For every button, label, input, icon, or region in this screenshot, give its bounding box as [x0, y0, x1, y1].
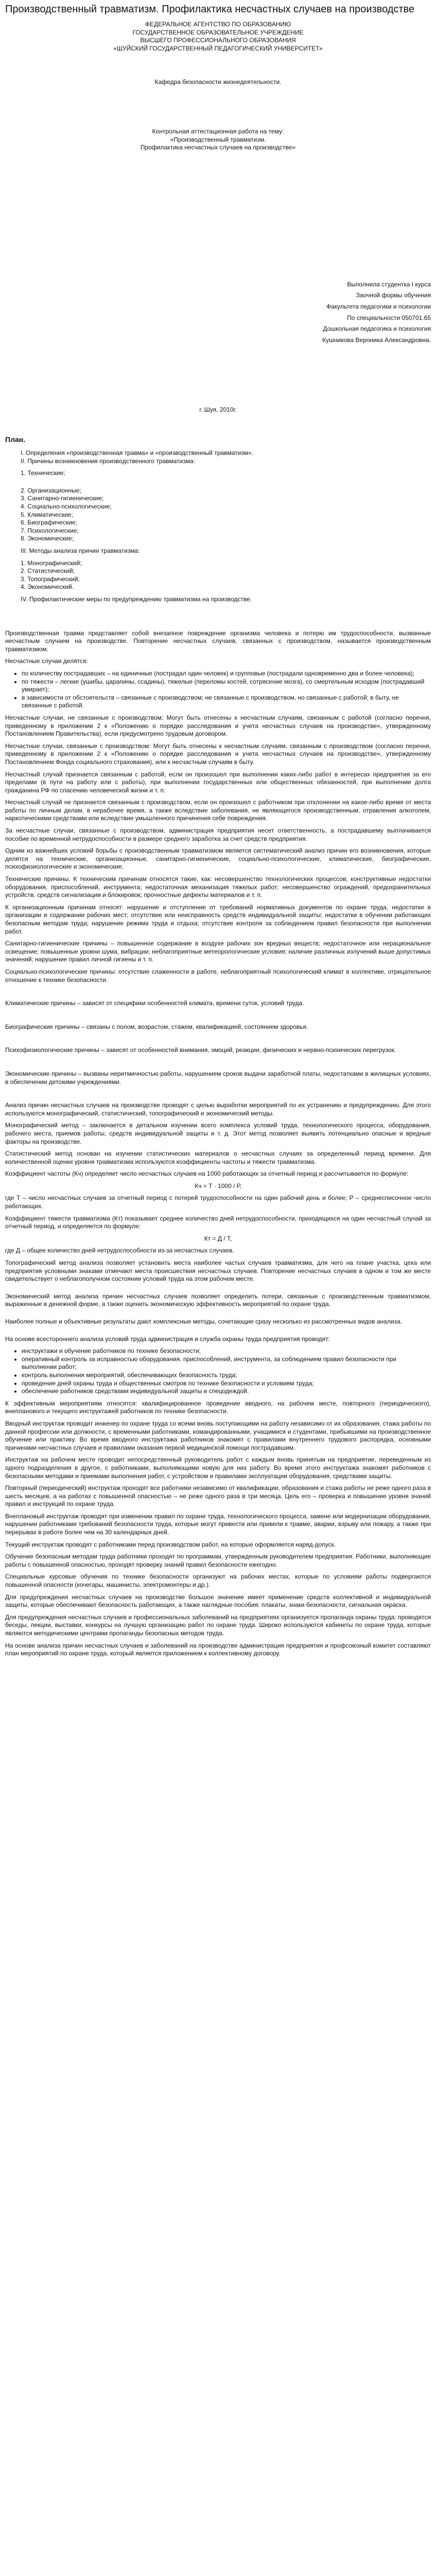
paragraph: где Т – число несчастных случаев за отчетный период с потерей трудоспособности на один рабочий день и более; Р – среднесписочное число работающих.	[5, 1194, 431, 1210]
paragraph: Экономические причины – вызваны неритмичностью работы, нарушением сроков выдачи заработной платы, недостатками в жилищных условиях, в обеспечении детскими учреждениями.	[5, 1070, 431, 1086]
list-item: • проведение дней охраны труда и общественных смотров по технике безопасности и условиям труда;	[22, 1380, 431, 1388]
author-line: Факультета педагогики и психологии	[326, 302, 431, 310]
formula: Кч = Т · 1000 / Р,	[195, 1182, 241, 1190]
list-item: • контроль выполнения мероприятий, обеспечивающих безопасность труда;	[22, 1371, 431, 1380]
paragraph: К организационным причинам относят: нарушение и отступление от требований нормативных документов по охране труда, недостатки в организации и содержании рабочих мест; отсутствие или неисправность средств индивидуальной защиты; недостатки в обучении работающих безопасным методам труда; нарушение режима труда и отдыха; отсутствие контроля за соблюдением правил безопасности при выполнении работ.	[5, 903, 431, 935]
paragraph: Производственная травма представляет собой внезапное повреждение организма человека и потерю им трудоспособности, вызванные несчастным случаем на производстве. Повторение несчастных случаев, связанных с производством, называется производственным травматизмом.	[5, 629, 431, 653]
paragraph: Статистический метод основан на изучении статистических материалов о несчастных случаях за определенный период времени. Для количественной оценки уровня травматизма используются коэффициенты частоты и тяжести травматизма.	[5, 1150, 431, 1165]
paragraph: Несчастные случаи делятся:	[5, 657, 88, 665]
list-item: • по тяжести – легкие (ушибы, царапины, ссадины), тяжелые (переломы костей, сотрясение мозга), со смертельным исходом (пострадавший умирает);	[22, 678, 431, 694]
paragraph: где Д – общее количество дней нетрудоспособности из-за несчастных случаев.	[5, 1247, 234, 1255]
paragraph: Экономический метод анализа причин несчастных случаев позволяет определить потери, связанные с производственным травматизмом, выраженные в денежной форме, а также оценить экономическую эффективность мероприятий по охране труда.	[5, 1292, 431, 1308]
paragraph: Психофизиологические причины – зависят от особенностей внимания, эмоций, реакции, физических и нервно-психических перегрузок.	[5, 1046, 396, 1054]
paragraph: На основе анализа причин несчастных случаев и заболеваний на производстве администрация предприятия и профсоюзный комитет составляют план мероприятий по охране труда, который является приложением к коллективному договору.	[5, 1641, 431, 1657]
paragraph: Несчастные случаи, не связанные с производством: Могут быть отнесены к несчастным случаям, связанным с работой (согласно перечня, приведенному в приложении 2 к «Положению о порядке расследования и учета несчастных случаев на производстве», утвержденному Постановлением Правительства), если предусмотрено трудовым договором.	[5, 714, 431, 738]
plan-cause: 5. Климатические;	[21, 511, 73, 518]
list-item: • по количеству пострадавших – на единичные (пострадал один человек) и групповые (пострадали одновременно два и более человека);	[22, 670, 431, 678]
page-title: Производственный травматизм. Профилактика несчастных случаев на производстве	[5, 4, 415, 15]
work-title-block	[5, 128, 431, 152]
paragraph: Несчастные случаи, связанные с производством: Могут быть отнесены к несчастным случаям, связанным с производством (согласно перечня, приведенному в приложении 2 к «Положению о порядке расследования и учета несчастных случаев на производстве», утвержденному Постановлением Фонда социального страхования), или к несчастным случаям в быту.	[5, 742, 431, 766]
header-line: ГОСУДАРСТВЕННОЕ ОБРАЗОВАТЕЛЬНОЕ УЧРЕЖДЕНИЕ	[132, 28, 304, 36]
author-line: Кушникова Вероника Александровна.	[322, 336, 431, 344]
paragraph: Анализ причин несчастных случаев на производстве проводят с целью выработки мероприятий по их устранению и предупреждению. Для этого используются монографический, статистический, топографический и экономический методы.	[5, 1101, 431, 1117]
plan-cause: 8. Экономические;	[21, 535, 74, 543]
list-item: • инструктажи и обучение работников по технике безопасности;	[22, 1347, 431, 1355]
paragraph: Климатические причины – зависят от специфики особенностей климата, времени суток, условий труда.	[5, 999, 304, 1007]
institution-header	[5, 21, 431, 53]
list-item: • оперативный контроль за исправностью оборудования, приспособлений, инструмента, за соблюдением правил безопасности при выполнении работ;	[22, 1355, 431, 1371]
paragraph: Наиболее полные и объективные результаты дают комплексные методы, сочетающие сразу несколько из рассмотренных видов анализа.	[5, 1318, 403, 1325]
plan-method: 3. Топографический;	[21, 575, 80, 583]
paragraph: Коэффициент тяжести травматизма (Кт) показывает среднее количество дней нетрудоспособности, приходящихся на один несчастный случай за отчетный период, и определяется по формуле:	[5, 1214, 431, 1230]
main-text	[5, 630, 431, 1658]
paragraph: Для предупреждения несчастных случаев и профессиональных заболеваний на предприятиях организуется пропаганда охраны труда: проводятся беседы, лекции, выставки, конкурсы на лучшую организацию работ по охране труда. Широко используются кабинеты по охране труда, которые являются методическими центрами пропаганды безопасных методов труда.	[5, 1613, 431, 1637]
paragraph: К эффективным мероприятиям относятся: квалифицированное проведение вводного, на рабочем месте, повторного (периодического), внепланового и текущего инструктажей работников по технике безопасности.	[5, 1399, 431, 1415]
paragraph: Внеплановый инструктаж проводят при изменении правил по охране труда, технологического процесса, замене или модернизации оборудования, нарушении работниками требований безопасности труда, которые могут привести или привели к травме, аварии, взрыву или пожару, а также при перерывах в работе более чем на 30 календарных дней.	[5, 1512, 431, 1536]
author-line: Дошкольная педагогика и психология	[323, 325, 431, 333]
plan-method: 4. Экономический.	[21, 583, 74, 591]
paragraph: Одним из важнейших условий борьбы с производственным травматизмом является систематический анализ причин его возникновения, которые делятся на технические, организационные, санитарно-гигиенические, социально-психологические, климатические, биографические, психофизиологические и экономические.	[5, 847, 431, 871]
author-line: Заочной формы обучения	[356, 292, 431, 299]
work-line: Профилактика несчастных случаев на производстве»	[140, 144, 296, 151]
work-line: Контрольная аттестационная работа на тему:	[152, 127, 284, 135]
plan-item: I. Определения «производственная травма» и «производственный травматизм».	[21, 449, 254, 457]
paragraph: Вводный инструктаж проводит инженер по охране труда со всеми вновь поступающими на работу независимо от их образования, стажа работы по данной профессии или должности, с временными работниками, командированными, учащимися и студентами, прибывшими на производственное обучение или практику. Во время вводного инструктажа работников знакомят с правилами внутреннего трудового распорядка, основными причинами несчастных случаев и правилами оказания первой медицинской помощи пострадавшим.	[5, 1419, 431, 1451]
plan-method: 2. Статистический;	[21, 567, 75, 575]
paragraph: Социально-психологические причины: отсутствие слаженности в работе, неблагоприятный психологический климат в коллективе, отрицательное отношение к технике безопасности.	[5, 968, 431, 984]
paragraph: Обучение безопасным методам труда работники проходят по программам, утвержденным руководителем предприятия. Работники, выполняющие работы с повышенной опасностью, проходят проверку знаний правил безопасности ежегодно.	[5, 1553, 431, 1568]
plan-cause: 3. Санитарно-гигиенические;	[21, 495, 104, 502]
header-line: ФЕДЕРАЛЬНОЕ АГЕНТСТВО ПО ОБРАЗОВАНИЮ	[145, 21, 291, 28]
paragraph: Для предупреждения несчастных случаев на производстве большое значение имеет применение средств коллективной и индивидуальной защиты, которые обеспечивают безопасность работающих, а также наглядные пособия: плакаты, знаки безопасности, сигнальная окраска.	[5, 1593, 431, 1609]
plan-item: IV. Профилактические меры по предупреждению травматизма на производстве.	[21, 596, 252, 603]
list-item: • обеспечение работников средствами индивидуальной защиты и спецодеждой.	[22, 1387, 431, 1396]
department-line: Кафедра безопасности жизнедеятельности.	[154, 78, 282, 86]
formula: Кт = Д / Т,	[204, 1234, 232, 1242]
paragraph: Биографические причины – связаны с полом, возрастом, стажем, квалификацией, состоянием здоровья.	[5, 1023, 308, 1030]
prevention-list	[5, 1347, 431, 1396]
paragraph: Текущий инструктаж проводят с работниками перед производством работ, на которые оформляется наряд-допуск.	[5, 1540, 336, 1548]
paragraph: Несчастный случай признается связанным с работой, если он произошел при выполнении каких-либо работ в интересах предприятия за его пределами (в пути на работу или с работы), при выполнении государственных или общественных обязанностей, при выполнении долга гражданина РФ по спасению человеческой жизни и т. п.	[5, 770, 431, 794]
plan-method: 1. Монографический;	[21, 559, 82, 567]
plan-cause: 7. Психологические;	[21, 527, 79, 534]
plan-list	[21, 449, 431, 604]
paragraph: За несчастные случаи, связанные с производством, администрация предприятия несет ответственность, а пострадавшему выплачивается пособие по временной нетрудоспособности в размере среднего заработка за счет средств предприятия.	[5, 827, 431, 842]
paragraph: Монографический метод – заключается в детальном изучении всего комплекса условий труда, технологического процесса, оборудования, рабочего места, приемов работы, средств индивидуальной защиты и т. д. Этот метод позволяет выявить потенциально опасные и вредные факторы на производстве.	[5, 1122, 431, 1145]
list-item: • в зависимости от обстоятельств – связанные с производством; не связанные с производством, но связанные с работой; в быту, не связанные с работой.	[22, 694, 431, 710]
plan-cause: 2. Организационные;	[21, 486, 81, 494]
author-block	[5, 281, 431, 345]
paragraph: Топографический метод анализа позволяет установить места наиболее частых случаев травматизма, для чего на плане участка, цеха или предприятия условными знаками отмечают места происшествия несчастных случаев. Повторение несчастных случаев в одном и том же месте свидетельствует о неблагополучном состоянии условий труда на этом рабочем месте.	[5, 1259, 431, 1283]
paragraph: Технические причины. К техническим причинам относятся такие, как: несовершенство технологических процессов; конструктивные недостатки оборудования, приспособлений, инструмента; недостаточная механизация тяжелых работ; несовершенство ограждений, предохранительных устройств, средств сигнализации и блокировок; прочностные дефекты материалов и т. п.	[5, 875, 431, 899]
plan-item: II. Причины возникновения производственного травматизма:	[21, 457, 195, 465]
author-line: Выполнила студентка I курса	[347, 280, 431, 288]
paragraph: Повторный (периодический) инструктаж проходят все работники независимо от квалификации, образования и стажа работы не реже одного раза в шесть месяцев, а на работах с повышенной опасностью – не реже одного раза в три месяца. Цель его – проверка и повышение уровня знаний правил и инструкций по охране труда.	[5, 1484, 431, 1508]
accident-type-list	[5, 670, 431, 710]
paragraph: Специальные курсовые обучения по технике безопасности организуют на рабочих местах, которые по условиям работы подвергаются повышенной опасности (кочегары, машинисты, электромонтеры и др.).	[5, 1573, 431, 1589]
city-year: г. Шуя, 2010г.	[199, 406, 237, 414]
header-line: «ШУЙСКИЙ ГОСУДАРСТВЕННЫЙ ПЕДАГОГИЧЕСКИЙ УНИВЕРСИТЕТ»	[113, 44, 323, 52]
paragraph: Санитарно-гигиенические причины – повышенное содержание в воздухе рабочих зон вредных веществ; недостаточное или нерациональное освещение; повышенные уровни шума, вибрации; неблагоприятные метеорологические условия; наличие различных излучений выше допустимых значений; нарушение правил личной гигиены и т. п.	[5, 940, 431, 963]
plan-heading: План.	[5, 435, 26, 444]
paragraph: Коэффициент частоты (Кч) определяет число несчастных случаев на 1000 работающих за отчетный период и рассчитывается по формуле:	[5, 1170, 409, 1178]
header-line: ВЫСШЕГО ПРОФЕССИОНАЛЬНОГО ОБРАЗОВАНИЯ	[140, 37, 296, 44]
paragraph: На основе всестороннего анализа условий труда администрация и служба охраны труда предприятия проводят:	[5, 1335, 330, 1343]
paragraph: Несчастный случай не признается связанным с производством, если он произошел с работником при отклонении на какое-либо время от места работы по личным делам, в нерабочее время, а также вследствие заболевания, не являющегося производственным, отравления алкоголем, наркотическими средствами или вследствие умышленного причинения себе повреждения.	[5, 799, 431, 822]
plan-cause: 6. Биографические;	[21, 519, 77, 527]
plan-item: III. Методы анализа причин травматизма:	[21, 547, 140, 555]
work-line: «Производственный травматизм.	[170, 135, 266, 143]
paragraph: Инструктаж на рабочем месте проводит непосредственный руководитель работ с каждым вновь принятым на предприятие, переведенным из одного подразделения в другое, с работниками, выполняющими новую для них работу. Во время этого инструктажа знакомят работников с безопасными методами и приемами выполнения работ, с устройством и правилами эксплуатации оборудования, средствами защиты.	[5, 1456, 431, 1480]
plan-cause: 4. Социально-психологические;	[21, 503, 112, 511]
author-line: По специальности 050701.65	[347, 314, 431, 321]
plan-cause: 1. Технические;	[21, 469, 65, 477]
